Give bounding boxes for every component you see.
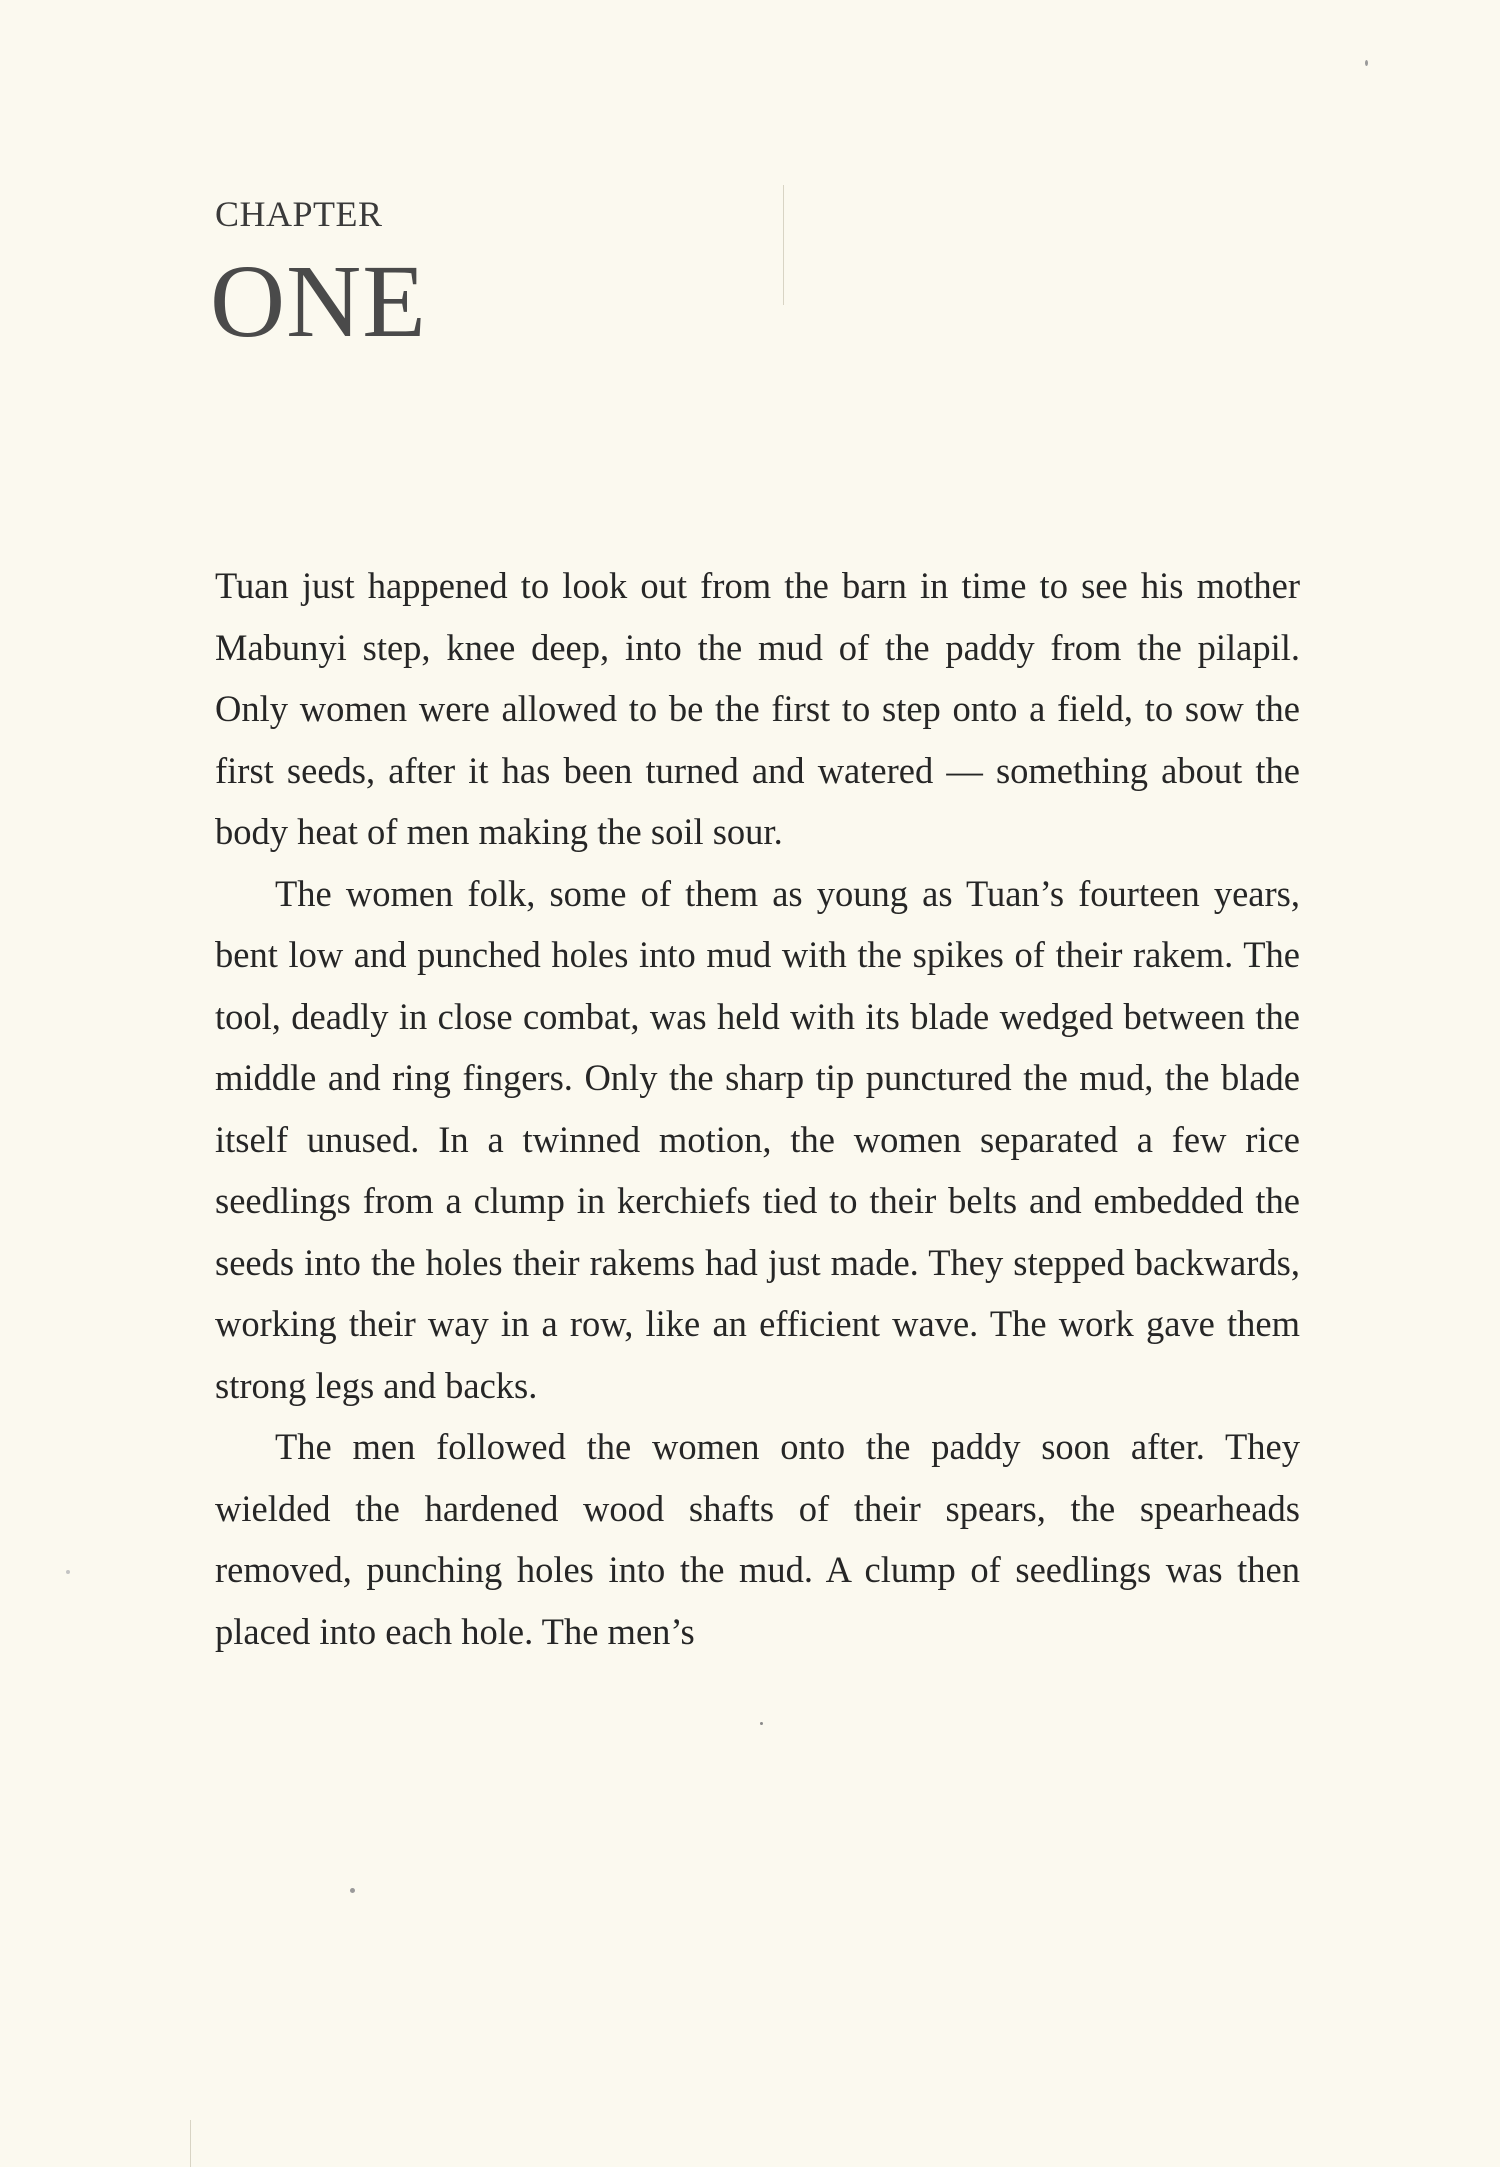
scan-speck	[350, 1888, 355, 1893]
paragraph-2: The women folk, some of them as young as Tuan’s fourteen years, bent low and punched holes into mud with the spikes of their rakem. The tool, deadly in close combat, was held with its blade wedged between the middle and ring fingers. Only the sharp tip punctured the mud, the blade itself unused. In a twinned motion, the women separated a few rice seedlings from a clump in kerchiefs tied to their belts and embedded the seeds into the holes their rakems had just made. They stepped backwards, working their way in a row, like an efficient wave. The work gave them strong legs and backs.	[215, 872, 1300, 1406]
scan-line	[190, 2120, 191, 2167]
scan-speck	[1365, 60, 1368, 66]
paragraph-3: The men followed the women onto the paddy soon after. They wielded the hardened wood shafts of their spears, the spearheads removed, punching holes into the mud. A clump of seedlings was then placed into each hole. The men’s	[215, 1426, 1300, 1652]
paragraph-1: Tuan just happened to look out from the barn in time to see his mother Mabunyi step, knee deep, into the mud of the paddy from the pilapil. Only women were allowed to be the first to step onto a field, to sow the first seeds, after it has been turned and watered — something about the body heat of men making the soil sour.	[215, 565, 1300, 852]
body-text	[215, 555, 1300, 1662]
scan-line	[783, 185, 784, 305]
chapter-label: CHAPTER	[215, 194, 383, 234]
chapter-title: ONE	[210, 244, 427, 359]
scan-speck	[66, 1570, 70, 1574]
scan-speck	[760, 1722, 763, 1725]
